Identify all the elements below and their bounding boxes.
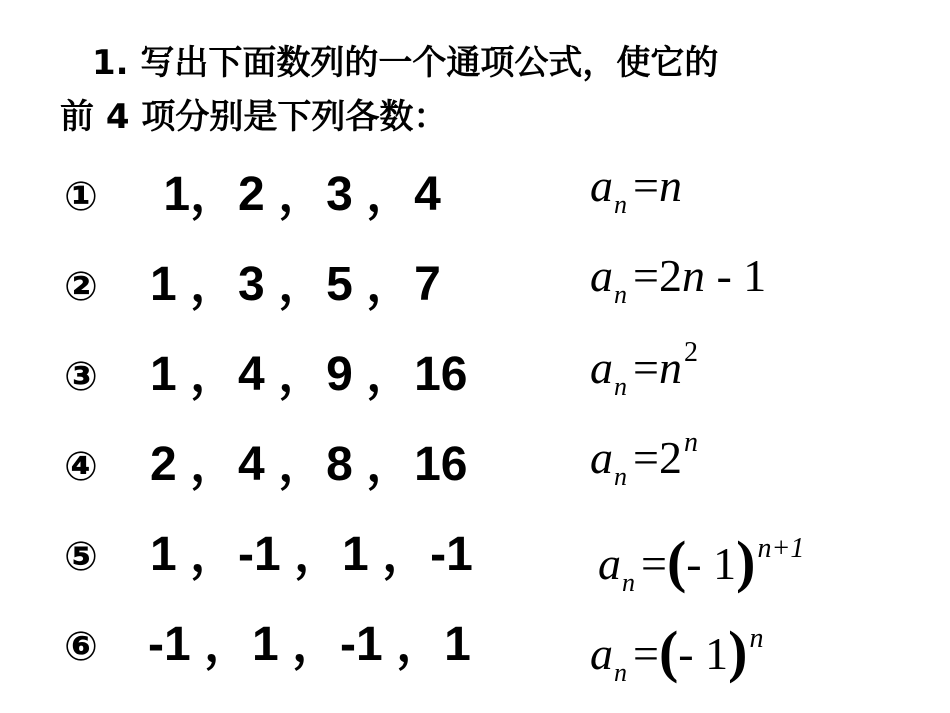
- item-marker: ④: [64, 444, 98, 490]
- question-line-2: 前 4 项分别是下列各数：: [60, 97, 448, 137]
- general-term-formula: $a_n =2^n$: [590, 427, 698, 491]
- sequence-row-2: [0, 250, 950, 325]
- sequence-values: 2 ，4 ，8 ，16: [150, 438, 468, 491]
- sequence-row-1: [0, 160, 950, 235]
- sequence-row-4: [0, 427, 950, 505]
- sequence-row-3: [0, 337, 950, 415]
- sequence-values: 1 ，4 ，9 ，16: [150, 348, 468, 401]
- item-marker: ⑤: [64, 534, 98, 580]
- sequence-values: 1，2 ，3 ，4: [150, 168, 441, 221]
- general-term-formula: $a_n$ =(- 1)$^n$: [590, 619, 764, 687]
- item-marker: ③: [64, 354, 98, 400]
- question-line-1: 1. 写出下面数列的一个通项公式，使它的: [92, 43, 719, 83]
- sequence-row-6: [0, 615, 950, 685]
- item-marker: ⑥: [64, 624, 98, 670]
- general-term-formula: $a_n =n$: [590, 160, 682, 219]
- sequence-values: -1 ，1 ，-1 ，1: [148, 618, 471, 671]
- sequence-row-5: [0, 525, 950, 595]
- item-marker: ②: [64, 264, 98, 310]
- general-term-formula: $a_n =2n - 1$: [590, 250, 767, 309]
- sequence-values: 1 ，-1 ，1 ，-1: [150, 528, 473, 581]
- item-marker: ①: [64, 174, 98, 220]
- general-term-formula: $a_n$ =(- 1)$^{n+1}$: [598, 529, 805, 597]
- general-term-formula: $a_n =n^2$: [590, 337, 698, 401]
- sequence-values: 1 ，3 ，5 ，7: [150, 258, 441, 311]
